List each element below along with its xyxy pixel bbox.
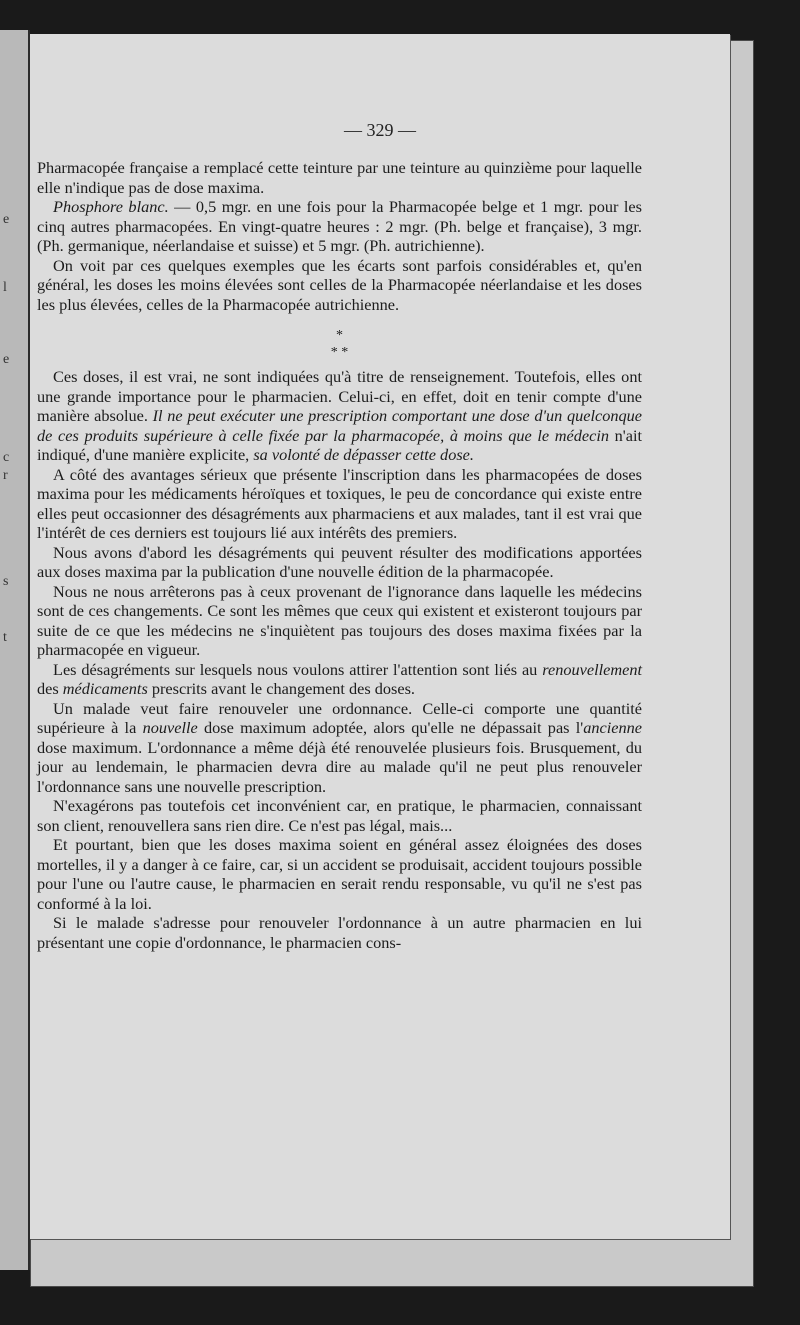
paragraph: Les désagréments sur lesquels nous voulons attirer l'attention sont liés au renouvellement des médicaments prescrits avant le changement des doses. <box>37 659 642 698</box>
paragraph: Nous avons d'abord les désagréments qui peuvent résulter des modifications apportées aux doses maxima par la publication d'une nouvelle édition de la pharmacopée. <box>37 542 642 581</box>
italic-term: Phosphore blanc. <box>53 197 169 216</box>
paragraph: Ces doses, il est vrai, ne sont indiquées qu'à titre de renseignement. Toutefois, elles ont une grande importance pour le pharmacien. Celui-ci, en effet, doit en tenir compte d'une manière absolue. Il ne peut exécuter une prescription comportant une dose d'un quelconque de ces produits supérieure à celle fixée par la pharmacopée, à moins que le médecin n'ait indiqué, d'une manière explicite, sa volonté de dépasser cette dose. <box>37 367 642 464</box>
page-number: — 329 — <box>344 120 416 140</box>
margin-letter: e <box>3 352 10 367</box>
body-text <box>37 158 642 952</box>
paragraph: Si le malade s'adresse pour renouveler l'ordonnance à un autre pharmacien en lui présentant une copie d'ordonnance, le pharmacien cons- <box>37 913 642 952</box>
paragraph: Nous ne nous arrêterons pas à ceux provenant de l'ignorance dans laquelle les médecins sont de ces changements. Ce sont les mêmes que ceux qui existent et existeront toujours par suite de ce que les médecins ne s'inquiètent pas toujours des doses maxima fixées par la pharmacopée en vigueur. <box>37 581 642 659</box>
paragraph: Pharmacopée française a remplacé cette teinture par une teinture au quinzième pour laquelle elle n'indique pas de dose maxima. <box>37 158 642 197</box>
margin-letter: c <box>3 450 10 465</box>
adjacent-page-edge <box>0 30 30 1270</box>
margin-letter: r <box>3 468 8 483</box>
paragraph: Et pourtant, bien que les doses maxima soient en général assez éloignées des doses mortelles, il y a danger à ce faire, car, si un accident se produisait, accident toujours possible pour l'une ou l'autre cause, le pharmacien en serait rendu responsable, vu qu'il ne s'est pas conformé à la loi. <box>37 835 642 913</box>
paragraph: Un malade veut faire renouveler une ordonnance. Celle-ci comporte une quantité supérieure à la nouvelle dose maximum adoptée, alors qu'elle ne dépassait pas l'ancienne dose maximum. L'ordonnance a même déjà été renouvelée plusieurs fois. Brusquement, du jour au lendemain, le pharmacien devra dire au malade qu'il ne peut plus renouveler l'ordonnance sans une nouvelle prescription. <box>37 698 642 796</box>
section-ornament: * * * <box>330 328 349 360</box>
paragraph: On voit par ces quelques exemples que les écarts sont parfois considérables et, qu'en général, les doses les moins élevées sont celles de la Pharmacopée néerlandaise et les doses les plus élevées, celles de la Pharmacopée autrichienne. <box>37 255 642 314</box>
document-page <box>30 34 730 1239</box>
margin-letter: e <box>3 212 10 227</box>
margin-letter: t <box>3 630 7 645</box>
paragraph: N'exagérons pas toutefois cet inconvénient car, en pratique, le pharmacien, connaissant son client, renouvellera sans rien dire. Ce n'est pas légal, mais... <box>37 796 642 835</box>
margin-letter: l <box>3 280 7 295</box>
paragraph: Phosphore blanc. — 0,5 mgr. en une fois pour la Pharmacopée belge et 1 mgr. pour les cinq autres pharmacopées. En vingt-quatre heures : 2 mgr. (Ph. belge et française), 3 mgr. (Ph. germanique, néerlandaise et suisse) et 5 mgr. (Ph. autrichienne). <box>37 197 642 255</box>
margin-letter: s <box>3 574 9 589</box>
paragraph: A côté des avantages sérieux que présente l'inscription dans les pharmacopées de doses maxima pour les médicaments héroïques et toxiques, le peu de concordance qui existe entre elles peut occasionner des désagréments aux pharmaciens et aux malades, tant il est vrai que l'intérêt de ces derniers est toujours lié aux intérêts des premiers. <box>37 464 642 542</box>
